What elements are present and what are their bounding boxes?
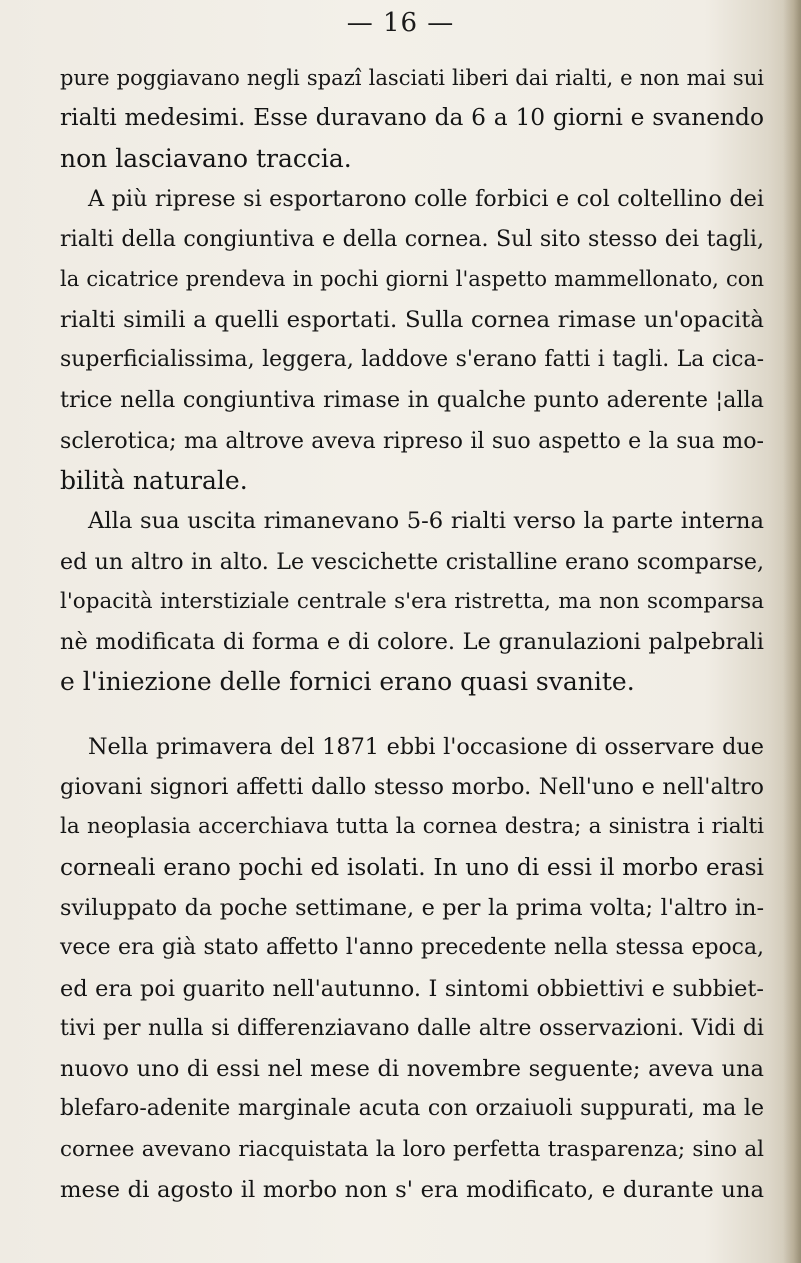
text-line: giovani signori affetti dallo stesso morbo. Nell'uno e nell'altro xyxy=(60,774,764,801)
paragraph-3 xyxy=(60,501,764,702)
text-line: mese di agosto il morbo non s' era modificato, e durante una xyxy=(60,1177,764,1204)
text-line: rialti medesimi. Esse duravano da 6 a 10 giorni e svanendo xyxy=(60,104,764,132)
page-number: — 16 — xyxy=(346,8,455,38)
text-line: la neoplasia accerchiava tutta la cornea destra; a sinistra i rialti xyxy=(60,814,764,840)
paragraph-1 xyxy=(60,58,764,179)
text-line: pure poggiavano negli spazî lasciati liberi dai rialti, e non mai sui xyxy=(60,65,764,90)
text-line: Nella primavera del 1871 ebbi l'occasione di osservare due xyxy=(88,733,764,760)
page-edge-shadow xyxy=(783,0,801,1263)
text-line: A più riprese si esportarono colle forbici e col coltellino dei xyxy=(88,185,764,212)
paragraph-2 xyxy=(60,179,764,501)
text-line: la cicatrice prendeva in pochi giorni l'aspetto mammellonato, con xyxy=(60,266,764,292)
text-line: vece era già stato affetto l'anno precedente nella stessa epoca, xyxy=(60,935,764,961)
text-line: non lasciavano traccia. xyxy=(60,143,352,173)
text-line: nè modificata di forma e di colore. Le granulazioni palpebrali xyxy=(60,629,764,656)
text-line: superficialissima, leggera, laddove s'erano fatti i tagli. La cica- xyxy=(60,347,764,373)
text-line: cornee avevano riacquistata la loro perfetta trasparenza; sino al xyxy=(60,1136,764,1162)
text-line: sclerotica; ma altrove aveva ripreso il suo aspetto e la sua mo- xyxy=(60,427,764,454)
text-line: ed era poi guarito nell'autunno. I sintomi obbiettivi e subbiet- xyxy=(60,975,764,1002)
text-line: Alla sua uscita rimanevano 5-6 rialti verso la parte interna xyxy=(88,508,764,535)
text-line: sviluppato da poche settimane, e per la prima volta; l'altro in- xyxy=(60,894,764,921)
text-line: ed un altro in alto. Le vescichette cristalline erano scomparse, xyxy=(60,548,764,575)
text-line: rialti simili a quelli esportati. Sulla cornea rimase un'opacità xyxy=(60,306,764,333)
text-line: l'opacità interstiziale centrale s'era ristretta, ma non scomparsa xyxy=(60,588,764,614)
text-line: nuovo uno di essi nel mese di novembre seguente; aveva una xyxy=(60,1056,764,1083)
text-line: rialti della congiuntiva e della cornea. Sul sito stesso dei tagli, xyxy=(60,226,764,253)
text-line: corneali erano pochi ed isolati. In uno di essi il morbo erasi xyxy=(60,853,764,881)
text-line: bilità naturale. xyxy=(60,465,248,495)
text-line: e l'iniezione delle fornici erano quasi svanite. xyxy=(60,667,635,697)
text-line: trice nella congiuntiva rimase in qualche punto aderente ¦alla xyxy=(60,387,764,414)
paragraph-4 xyxy=(60,727,764,1211)
paragraph-group-2 xyxy=(60,727,764,1211)
body-text xyxy=(60,58,764,1210)
text-line: blefaro-adenite marginale acuta con orzaiuoli suppurati, ma le xyxy=(60,1096,764,1122)
paragraph-group-1 xyxy=(60,58,764,703)
text-line: tivi per nulla si differenziavano dalle altre osservazioni. Vidi di xyxy=(60,1015,764,1041)
